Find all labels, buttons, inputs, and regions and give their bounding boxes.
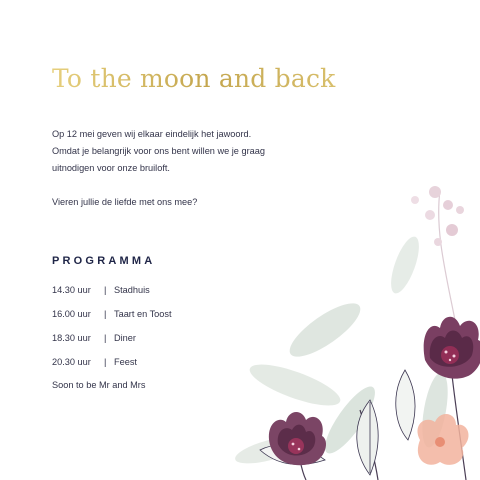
program-time: 18.30 uur <box>52 333 91 343</box>
program-separator: | <box>104 357 107 367</box>
program-separator: | <box>104 285 107 295</box>
program-list <box>52 278 172 374</box>
program-row <box>52 278 172 302</box>
intro-line: Op 12 mei geven wij elkaar eindelijk het jawoord. <box>52 129 252 139</box>
program-row <box>52 350 172 374</box>
peach-flower <box>418 414 469 465</box>
program-event: Taart en Toost <box>114 309 172 319</box>
lilac-buds <box>411 186 464 320</box>
program-row <box>52 302 172 326</box>
card-title: To the moon and back <box>52 64 336 93</box>
program-heading: PROGRAMMA <box>52 255 156 267</box>
intro-question: Vieren jullie de liefde met ons mee? <box>52 197 198 207</box>
program-row <box>52 326 172 350</box>
program-event: Feest <box>114 357 137 367</box>
intro-line: uitnodigen voor onze bruiloft. <box>52 163 170 173</box>
program-separator: | <box>104 309 107 319</box>
intro-line: Omdat je belangrijk voor ons bent willen we je graag <box>52 146 265 156</box>
program-separator: | <box>104 333 107 343</box>
program-time: 14.30 uur <box>52 285 91 295</box>
program-event: Stadhuis <box>114 285 150 295</box>
program-event: Diner <box>114 333 136 343</box>
program-time: 16.00 uur <box>52 309 91 319</box>
purple-flower-large <box>424 317 480 379</box>
closing-line: Soon to be Mr and Mrs <box>52 380 146 390</box>
watercolor-flowers-illustration <box>230 170 480 480</box>
program-time: 20.30 uur <box>52 357 91 367</box>
purple-flower-small <box>269 412 326 465</box>
